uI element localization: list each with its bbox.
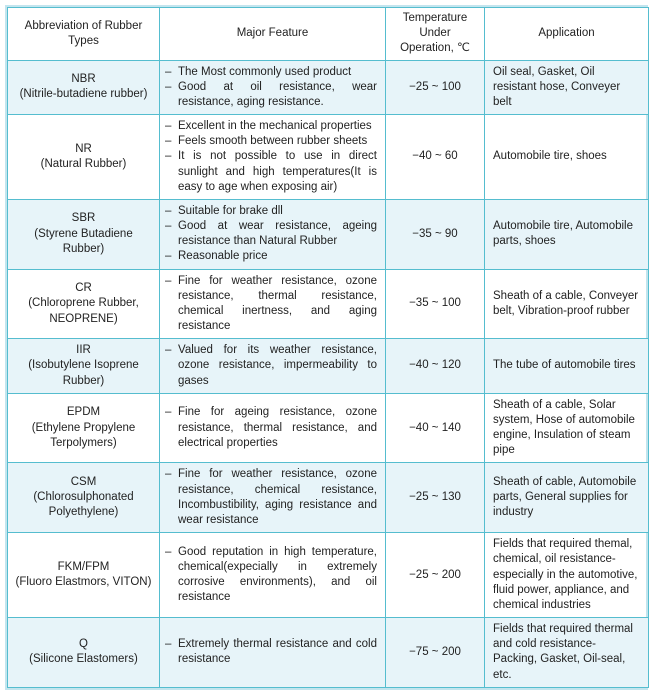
rubber-type-abbr: CSM xyxy=(70,476,97,489)
dash-bullet: – xyxy=(165,638,172,651)
rubber-type-cell xyxy=(8,618,160,688)
feature-text: Good at oil resistance, wear resistance, aging resistance. xyxy=(178,80,377,108)
rubber-type-fullname: (Natural Rubber) xyxy=(40,157,127,170)
header-major-feature: Major Feature xyxy=(160,8,386,61)
feature-text: The Most commonly used product xyxy=(178,65,352,78)
feature-item xyxy=(165,65,377,80)
rubber-type-fullname: (Ethylene Propylene Terpolymers) xyxy=(31,421,136,449)
feature-item xyxy=(165,134,377,149)
rubber-type-cell xyxy=(8,533,160,618)
table-row-epdm xyxy=(8,393,649,463)
dash-bullet: – xyxy=(165,135,172,148)
rubber-type-abbr: IIR xyxy=(76,344,91,357)
major-feature-cell xyxy=(160,533,386,618)
major-feature-cell xyxy=(160,269,386,339)
dash-bullet: – xyxy=(165,220,172,233)
dash-bullet: – xyxy=(165,344,172,357)
rubber-type-cell xyxy=(8,60,160,115)
rubber-type-fullname: (Nitrile-butadiene rubber) xyxy=(19,88,148,101)
temperature-range: −25 ~ 130 xyxy=(386,463,485,533)
application-cell: Automobile tire, Automobile parts, shoes xyxy=(485,199,649,269)
feature-text: Feels smooth between rubber sheets xyxy=(178,135,368,148)
dash-bullet: – xyxy=(165,120,172,133)
dash-bullet: – xyxy=(165,274,172,287)
application-cell: The tube of automobile tires xyxy=(485,339,649,394)
rubber-type-fullname: (Chlorosulphonated Polyethylene) xyxy=(33,491,134,519)
table-row-fkm-fpm xyxy=(8,533,649,618)
feature-text: Excellent in the mechanical properties xyxy=(178,120,372,133)
feature-item xyxy=(165,637,377,667)
application-cell: Fields that required thermal and cold resistance-Packing, Gasket, Oil-seal, etc. xyxy=(485,618,649,688)
feature-text: Fine for weather resistance, ozone resistance, thermal resistance, chemical inertness, and aging resistance xyxy=(178,274,377,333)
feature-item xyxy=(165,274,377,335)
header-temperature: Temperature Under Operation, ℃ xyxy=(386,8,485,61)
rubber-type-cell xyxy=(8,463,160,533)
temperature-range: −35 ~ 90 xyxy=(386,199,485,269)
temperature-range: −25 ~ 200 xyxy=(386,533,485,618)
header-row xyxy=(8,8,649,61)
feature-item xyxy=(165,219,377,249)
feature-text: It is not possible to use in direct sunlight and high temperatures(It is easy to age when exposing air) xyxy=(178,150,377,193)
table-row-q xyxy=(8,618,649,688)
temperature-range: −25 ~ 100 xyxy=(386,60,485,115)
major-feature-cell xyxy=(160,115,386,200)
temperature-range: −35 ~ 100 xyxy=(386,269,485,339)
major-feature-cell xyxy=(160,339,386,394)
major-feature-cell xyxy=(160,60,386,115)
rubber-type-fullname: (Fluoro Elastmors, VITON) xyxy=(15,576,152,589)
dash-bullet: – xyxy=(165,204,172,217)
table-row-nr xyxy=(8,115,649,200)
feature-item xyxy=(165,204,377,219)
rubber-type-fullname: (Isobutylene Isoprene Rubber) xyxy=(28,359,139,387)
table-row-cr xyxy=(8,269,649,339)
rubber-type-abbr: FKM/FPM xyxy=(57,560,110,573)
major-feature-cell xyxy=(160,393,386,463)
temperature-range: −40 ~ 120 xyxy=(386,339,485,394)
header-application: Application xyxy=(485,8,649,61)
feature-text: Suitable for brake dll xyxy=(178,204,283,217)
feature-item xyxy=(165,467,377,528)
dash-bullet: – xyxy=(165,80,172,93)
application-cell: Automobile tire, shoes xyxy=(485,115,649,200)
rubber-types-table xyxy=(7,7,649,688)
dash-bullet: – xyxy=(165,545,172,558)
rubber-type-abbr: Q xyxy=(79,638,88,651)
feature-text: Good at wear resistance, ageing resistance than Natural Rubber xyxy=(178,220,377,248)
rubber-type-abbr: NR xyxy=(75,142,92,155)
feature-text: Valued for its weather resistance, ozone resistance, impermeability to gases xyxy=(178,344,377,387)
feature-item xyxy=(165,545,377,606)
rubber-type-cell xyxy=(8,115,160,200)
table-row-nbr xyxy=(8,60,649,115)
major-feature-cell xyxy=(160,199,386,269)
rubber-type-abbr: EPDM xyxy=(66,406,101,419)
temperature-range: −40 ~ 140 xyxy=(386,393,485,463)
application-cell: Sheath of a cable, Solar system, Hose of automobile engine, Insulation of steam pipe xyxy=(485,393,649,463)
feature-text: Good reputation in high temperature, chemical(expecially in extremely corrosive environments), and oil resistance xyxy=(178,545,377,604)
feature-text: Fine for ageing resistance, ozone resistance, thermal resistance, and electrical properties xyxy=(178,406,377,449)
feature-item xyxy=(165,343,377,389)
major-feature-cell xyxy=(160,618,386,688)
feature-item xyxy=(165,80,377,110)
feature-text: Reasonable price xyxy=(178,250,268,263)
dash-bullet: – xyxy=(165,406,172,419)
temperature-range: −40 ~ 60 xyxy=(386,115,485,200)
feature-item xyxy=(165,149,377,195)
feature-text: Extremely thermal resistance and cold resistance xyxy=(178,638,377,666)
dash-bullet: – xyxy=(165,250,172,263)
application-cell: Sheath of cable, Automobile parts, General supplies for industry xyxy=(485,463,649,533)
rubber-type-cell xyxy=(8,269,160,339)
temperature-range: −75 ~ 200 xyxy=(386,618,485,688)
major-feature-cell xyxy=(160,463,386,533)
table-row-iir xyxy=(8,339,649,394)
dash-bullet: – xyxy=(165,65,172,78)
dash-bullet: – xyxy=(165,468,172,481)
rubber-type-abbr: CR xyxy=(75,282,92,295)
rubber-type-abbr: NBR xyxy=(71,73,96,86)
feature-text: Fine for weather resistance, ozone resistance, chemical resistance, Incombustibility, aging resistance and wear resistance xyxy=(178,468,377,526)
feature-item xyxy=(165,119,377,134)
rubber-type-fullname: (Styrene Butadiene Rubber) xyxy=(34,227,133,255)
rubber-type-abbr: SBR xyxy=(71,212,96,225)
header-abbreviation: Abbreviation of Rubber Types xyxy=(8,8,160,61)
rubber-type-cell xyxy=(8,393,160,463)
application-cell: Sheath of a cable, Conveyer belt, Vibration-proof rubber xyxy=(485,269,649,339)
rubber-type-cell xyxy=(8,339,160,394)
rubber-type-fullname: (Silicone Elastomers) xyxy=(29,653,138,666)
feature-item xyxy=(165,249,377,264)
application-cell: Fields that required themal, chemical, oil resistance-especially in the automotive, fluid power, appliance, and chemical industries xyxy=(485,533,649,618)
dash-bullet: – xyxy=(165,150,172,163)
table-row-csm xyxy=(8,463,649,533)
rubber-type-fullname: (Chloroprene Rubber, NEOPRENE) xyxy=(28,297,139,325)
feature-item xyxy=(165,405,377,451)
rubber-type-cell xyxy=(8,199,160,269)
table-row-sbr xyxy=(8,199,649,269)
rubber-types-table-frame xyxy=(5,5,648,690)
application-cell: Oil seal, Gasket, Oil resistant hose, Conveyer belt xyxy=(485,60,649,115)
